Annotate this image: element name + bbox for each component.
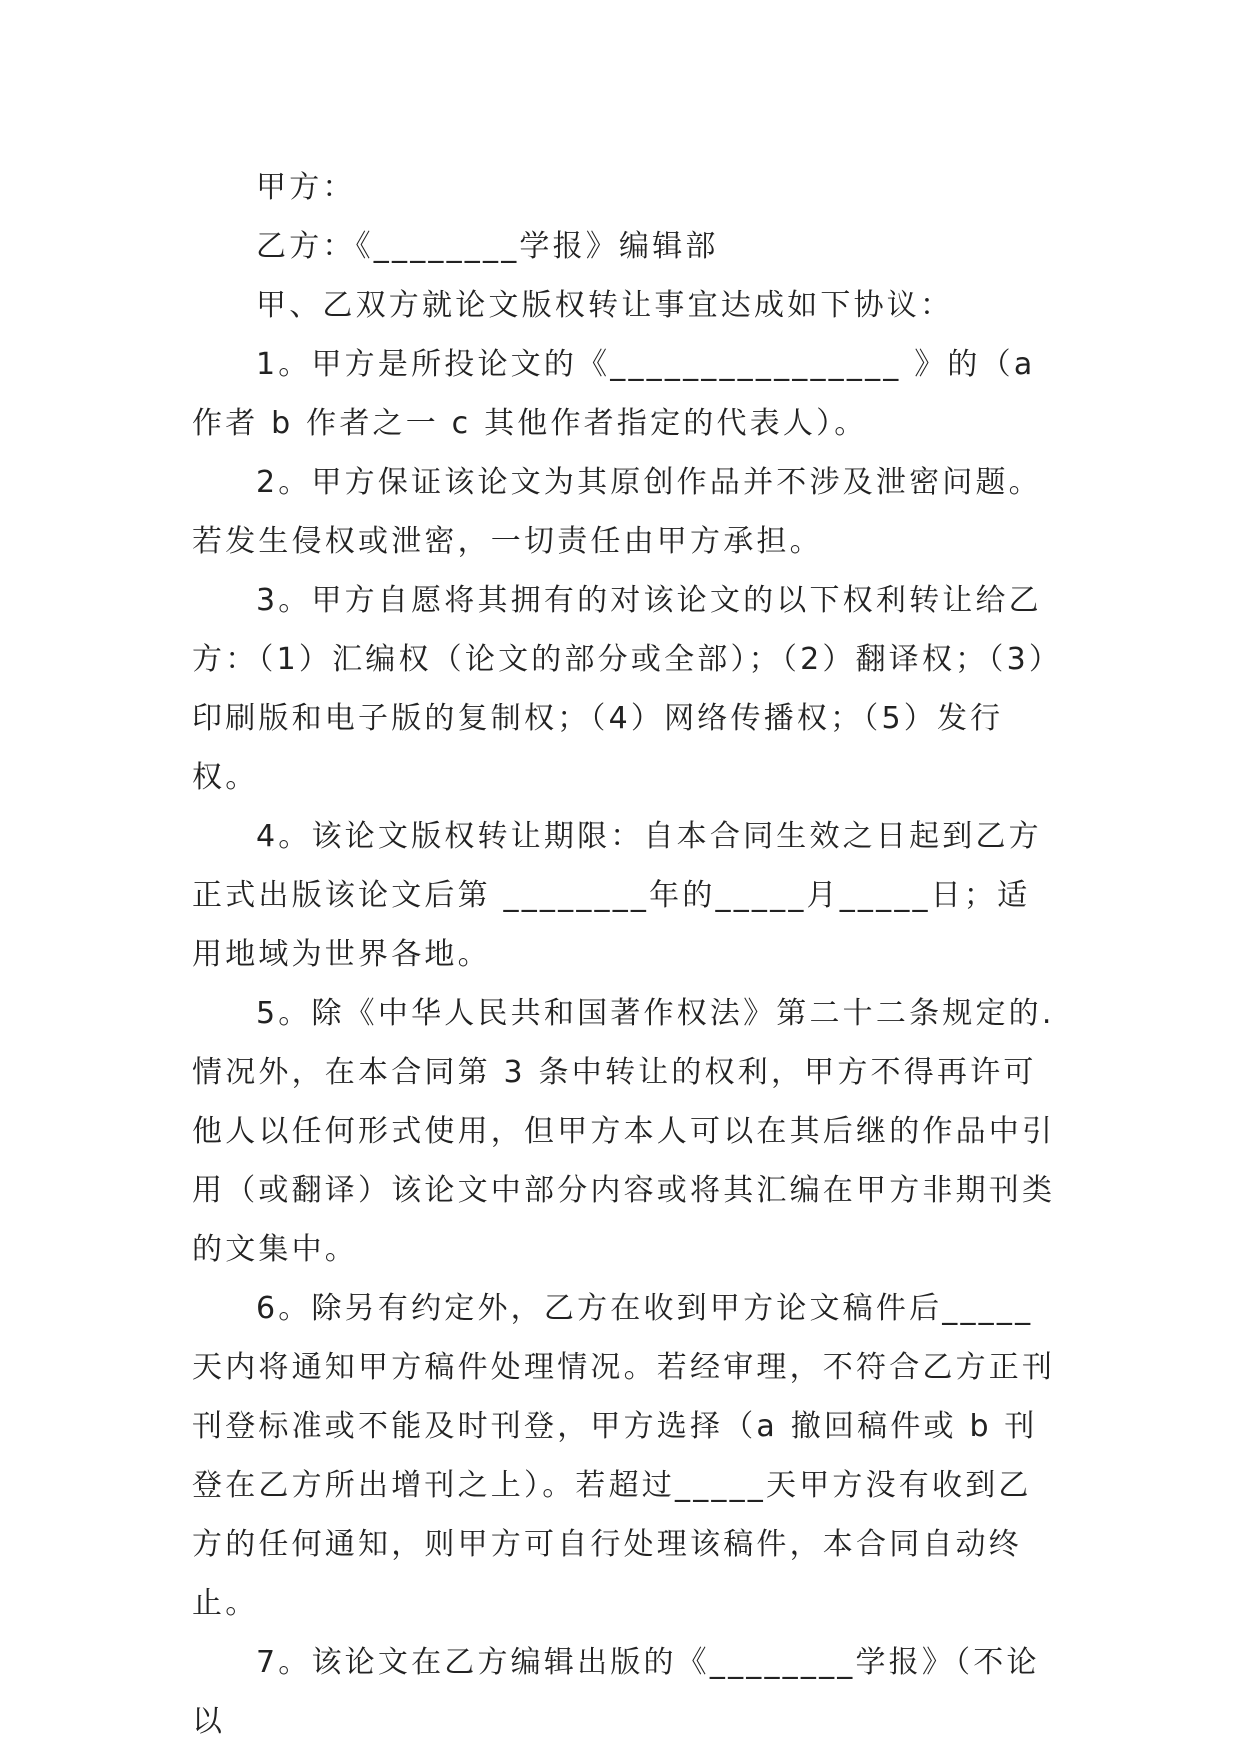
clause-7: 7。该论文在乙方编辑出版的《________学报》（不论以: [192, 1645, 1040, 1739]
clause-4: 4。该论文版权转让期限：自本合同生效之日起到乙方正式出版该论文后第 ________年的_____月_____日；适用地域为世界各地。: [192, 819, 1042, 972]
clause-5: 5。除《中华人民共和国著作权法》第二十二条规定的.情况外，在本合同第 3 条中转让的权利，甲方不得再许可他人以任何形式使用，但甲方本人可以在其后继的作品中引用（或翻译）该论文中部分内容或将其汇编在甲方非期刊类的文集中。: [192, 996, 1056, 1267]
party-b-line: 乙方：《________学报》编辑部: [256, 229, 719, 264]
contract-body: [192, 158, 1062, 1751]
agreement-intro: 甲、乙双方就论文版权转让事宜达成如下协议：: [256, 288, 954, 323]
clause-3: 3。甲方自愿将其拥有的对该论文的以下权利转让给乙方：（1）汇编权（论文的部分或全部）；（2）翻译权；（3）印刷版和电子版的复制权；（4）网络传播权；（5）发行权。: [192, 583, 1048, 795]
clause-6: 6。除另有约定外，乙方在收到甲方论文稿件后_____天内将通知甲方稿件处理情况。若经审理，不符合乙方正刊刊登标准或不能及时刊登，甲方选择（a 撤回稿件或 b 刊登在乙方所出增刊之上）。若超过_____天甲方没有收到乙方的任何通知，则甲方可自行处理该稿件，本合同自动终止。: [192, 1291, 1056, 1621]
clause-1: 1。甲方是所投论文的《________________ 》的（a 作者 b 作者之一 c 其他作者指定的代表人）。: [192, 347, 1049, 441]
party-a-line: 甲方：: [256, 170, 356, 205]
clause-2: 2。甲方保证该论文为其原创作品并不涉及泄密问题。若发生侵权或泄密，一切责任由甲方承担。: [192, 465, 1042, 559]
